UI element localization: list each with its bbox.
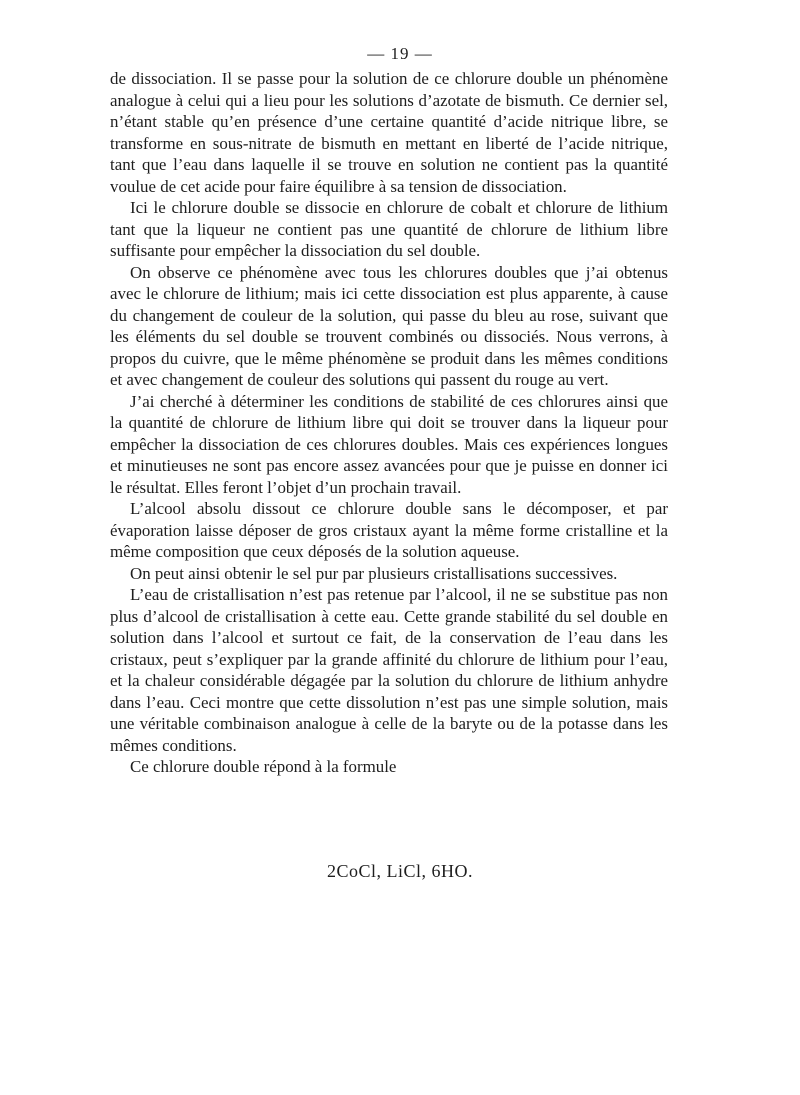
body-text	[110, 68, 668, 778]
paragraph-1: de dissociation. Il se passe pour la solution de ce chlorure double un phénomène analogue à celui qui a lieu pour les solutions d’azotate de bismuth. Ce dernier sel, n’étant stable qu’en présence d’une certaine quantité d’acide nitrique libre, se transforme en sous-nitrate de bismuth en mettant en liberté de l’acide nitrique, tant que l’eau dans laquelle il se trouve en solution ne contient pas la quantité voulue de cet acide pour faire équilibre à sa tension de dissociation.	[110, 69, 668, 196]
paragraph-7: L’eau de cristallisation n’est pas retenue par l’alcool, il ne se substitue pas non plus d’alcool de cristallisation à cette eau. Cette grande stabilité du sel double en solution dans l’alcool et surtout ce fait, de la conservation de l’eau dans les cristaux, peut s’expliquer par la grande affinité du chlorure de lithium pour l’eau, et la chaleur considérable dégagée par la solution du chlorure de lithium anhydre dans l’eau. Ceci montre que cette dissolution n’est pas une simple solution, mais une véritable combinaison analogue à celle de la baryte ou de la potasse dans les mêmes conditions.	[110, 585, 668, 755]
paragraph-4: J’ai cherché à déterminer les conditions de stabilité de ces chlorures ainsi que la quantité de chlorure de lithium libre qui doit se trouver dans la liqueur pour empêcher la dissociation de ces chlorures doubles. Mais ces expériences longues et minutieuses ne sont pas encore assez avancées pour que je puisse en donner ici le résultat. Elles feront l’objet d’un prochain travail.	[110, 391, 668, 497]
paragraph-3: On observe ce phénomène avec tous les chlorures doubles que j’ai obtenus avec le chlorure de lithium; mais ici cette dissociation est plus apparente, à cause du changement de couleur de la solution, qui passe du bleu au rose, suivant que les éléments du sel double se trouvent combinés ou dissociés. Nous verrons, à propos du cuivre, que le même phénomène se produit dans les mêmes conditions et avec changement de couleur des solutions qui passent du rouge au vert.	[110, 262, 668, 389]
chemical-formula: 2CoCl, LiCl, 6HO.	[326, 861, 473, 881]
paragraph-2: Ici le chlorure double se dissocie en chlorure de cobalt et chlorure de lithium tant que la liqueur ne contient pas une quantité de chlorure de lithium libre suffisante pour empêcher la dissociation du sel double.	[110, 198, 668, 260]
paragraph-5: L’alcool absolu dissout ce chlorure double sans le décomposer, et par évaporation laisse déposer de gros cristaux ayant la même forme cristalline et la même composition que ceux déposés de la solution aqueuse.	[110, 499, 668, 561]
paragraph-6: On peut ainsi obtenir le sel pur par plusieurs cristallisations successives.	[130, 563, 618, 583]
paragraph-8: Ce chlorure double répond à la formule	[130, 757, 397, 776]
page-number: — 19 —	[367, 44, 433, 63]
